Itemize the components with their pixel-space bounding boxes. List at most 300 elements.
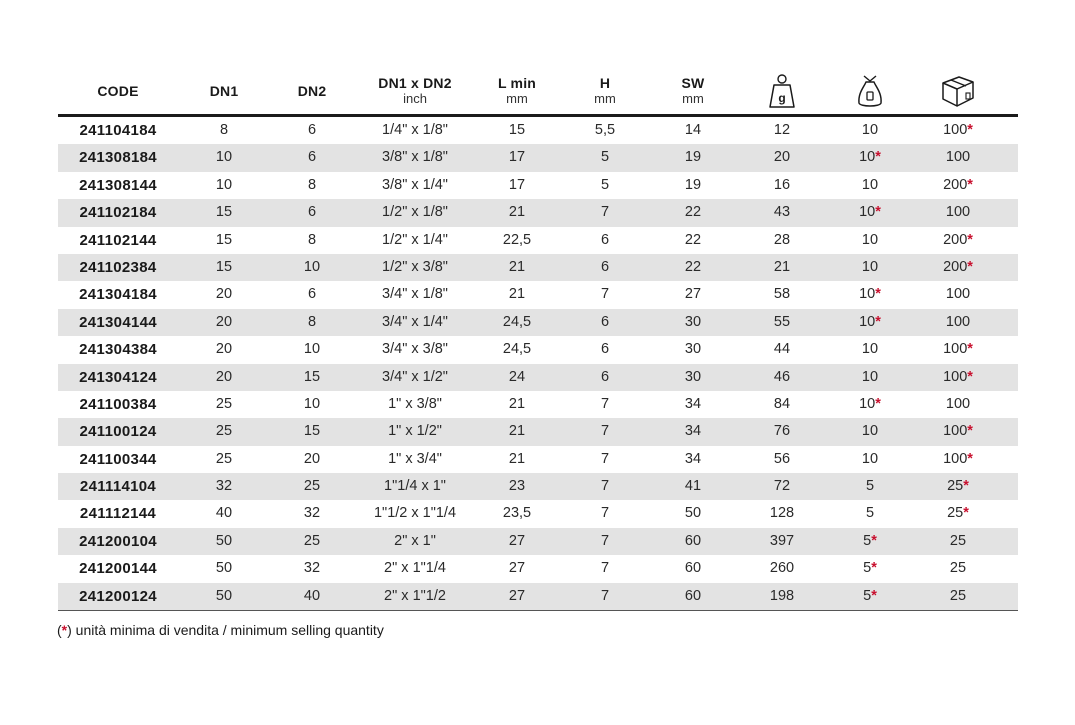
- header-dn2-title: DN2: [297, 83, 327, 99]
- cell-lmin: [503, 309, 531, 336]
- header-h-title: H: [599, 75, 611, 91]
- cell-box: [943, 336, 973, 363]
- cell-dn1-value: 32: [215, 478, 233, 495]
- cell-box-value: 100: [943, 423, 968, 440]
- min-qty-star: *: [967, 450, 973, 467]
- cell-dn2: [308, 172, 316, 199]
- cell-code-value: 241304124: [79, 368, 157, 386]
- cell-dn1-value: 20: [215, 286, 233, 303]
- cell-weight: [774, 199, 790, 226]
- cell-box-value: 200: [943, 258, 968, 275]
- cell-sw-value: 60: [684, 587, 702, 604]
- footnote-star: *: [61, 622, 68, 638]
- cell-h-value: 7: [600, 286, 610, 303]
- cell-lmin: [509, 391, 525, 418]
- header-sw-title: SW: [681, 75, 705, 91]
- cell-code-value: 241102144: [79, 231, 157, 249]
- cell-weight-value: 260: [769, 560, 795, 577]
- cell-dn2-value: 20: [303, 450, 321, 467]
- cell-dn2: [304, 500, 320, 527]
- cell-code-value: 241100124: [79, 423, 157, 441]
- cell-weight: [774, 364, 790, 391]
- cell-dn2: [304, 391, 320, 418]
- cell-lmin-value: 21: [508, 395, 526, 412]
- cell-lmin: [509, 281, 525, 308]
- footnote-text: unità minima di vendita / minimum selling quantity: [71, 622, 384, 638]
- cell-dn1: [216, 364, 232, 391]
- cell-lmin-value: 27: [508, 560, 526, 577]
- cell-dn2-value: 32: [303, 505, 321, 522]
- cell-dn2: [304, 418, 320, 445]
- cell-box: [943, 172, 973, 199]
- cell-lmin-value: 17: [508, 149, 526, 166]
- header-h-unit: mm: [594, 91, 616, 106]
- cell-bag: [866, 500, 874, 527]
- header-lmin-title: L min: [497, 75, 537, 91]
- cell-dn2: [304, 473, 320, 500]
- cell-lmin-value: 21: [508, 286, 526, 303]
- cell-size: [382, 117, 448, 144]
- cell-lmin-value: 21: [508, 450, 526, 467]
- cell-dn1: [216, 199, 232, 226]
- cell-h-value: 7: [600, 587, 610, 604]
- cell-weight-value: 21: [773, 258, 791, 275]
- cell-weight-value: 76: [773, 423, 791, 440]
- cell-sw-value: 19: [684, 149, 702, 166]
- cell-size: [382, 309, 448, 336]
- cell-h: [595, 117, 615, 144]
- cell-h: [601, 473, 609, 500]
- table-row: [58, 199, 1018, 226]
- cell-size-value: 1"1/2 x 1"1/4: [373, 505, 457, 522]
- cell-bag-value: 5: [865, 478, 875, 495]
- cell-dn2: [308, 227, 316, 254]
- cell-code: [80, 446, 157, 473]
- cell-size: [388, 446, 442, 473]
- cell-dn2-value: 8: [307, 176, 317, 193]
- cell-dn2: [308, 199, 316, 226]
- footnote-close: ): [67, 622, 72, 638]
- cell-box-value: 100: [945, 204, 971, 221]
- cell-bag-value: 5: [863, 532, 872, 549]
- cell-dn1-value: 25: [215, 423, 233, 440]
- cell-box-value: 100: [943, 341, 968, 358]
- cell-code: [79, 583, 157, 610]
- cell-box-value: 200: [943, 231, 968, 248]
- footnote-open: (: [57, 622, 62, 638]
- min-qty-star: *: [871, 587, 877, 604]
- cell-lmin: [509, 555, 525, 582]
- min-qty-star: *: [963, 478, 969, 495]
- cell-bag: [859, 309, 881, 336]
- table-row: [58, 281, 1018, 308]
- cell-weight-value: 84: [773, 395, 791, 412]
- cell-h: [601, 555, 609, 582]
- cell-dn1-value: 15: [215, 258, 233, 275]
- cell-sw: [685, 144, 701, 171]
- cell-code: [79, 144, 157, 171]
- cell-lmin-value: 21: [508, 204, 526, 221]
- cell-weight-value: 128: [769, 505, 795, 522]
- cell-code-value: 241304184: [79, 286, 157, 304]
- cell-dn2-value: 15: [303, 423, 321, 440]
- header-lmin: [498, 68, 536, 114]
- table-row: [58, 500, 1018, 527]
- cell-size-value: 1/2" x 3/8": [382, 258, 448, 275]
- cell-h-value: 6: [600, 368, 610, 385]
- cell-lmin: [503, 336, 531, 363]
- cell-dn1-value: 8: [219, 122, 229, 138]
- cell-h-value: 6: [600, 258, 610, 275]
- cell-lmin-value: 17: [508, 176, 526, 193]
- cell-bag-value: 10: [861, 423, 879, 440]
- cell-weight: [770, 555, 794, 582]
- cell-size: [382, 281, 448, 308]
- cell-box-value: 100: [943, 122, 968, 138]
- cell-box-value: 100: [943, 368, 968, 385]
- table-row: [58, 364, 1018, 391]
- min-qty-star: *: [875, 149, 881, 166]
- cell-weight-value: 72: [773, 478, 791, 495]
- cell-code-value: 241308184: [79, 149, 157, 167]
- weight-icon-label: g: [778, 91, 786, 105]
- cell-box-value: 100: [945, 313, 971, 330]
- cell-weight: [774, 473, 790, 500]
- cell-code: [79, 281, 157, 308]
- cell-h: [601, 446, 609, 473]
- table-row: [58, 583, 1018, 610]
- cell-size: [388, 418, 442, 445]
- cell-dn1: [216, 555, 232, 582]
- cell-dn1: [220, 117, 228, 144]
- cell-bag: [859, 144, 881, 171]
- table-row: [58, 528, 1018, 555]
- table-row: [58, 309, 1018, 336]
- cell-lmin: [509, 583, 525, 610]
- cell-lmin-value: 23: [508, 478, 526, 495]
- cell-bag: [862, 418, 878, 445]
- min-qty-star: *: [967, 368, 973, 385]
- cell-h: [601, 500, 609, 527]
- cell-box: [943, 117, 973, 144]
- cell-weight: [770, 500, 794, 527]
- cell-size-value: 1/2" x 1/4": [382, 231, 448, 248]
- min-qty-star: *: [875, 313, 881, 330]
- cell-size: [382, 227, 448, 254]
- table-row: [58, 254, 1018, 281]
- min-qty-star: *: [967, 341, 973, 358]
- cell-bag-value: 10: [861, 341, 879, 358]
- cell-bag: [866, 473, 874, 500]
- cell-box: [943, 227, 973, 254]
- cell-h-value: 7: [600, 204, 610, 221]
- min-qty-star: *: [871, 532, 877, 549]
- cell-lmin: [509, 144, 525, 171]
- cell-h: [601, 227, 609, 254]
- product-table: [58, 68, 1018, 611]
- cell-lmin-value: 15: [508, 122, 526, 138]
- cell-lmin: [509, 528, 525, 555]
- cell-sw-value: 34: [684, 450, 702, 467]
- cell-code-value: 241112144: [79, 505, 157, 523]
- cell-h-value: 7: [600, 505, 610, 522]
- cell-dn1: [216, 473, 232, 500]
- cell-sw: [685, 583, 701, 610]
- cell-dn2-value: 10: [303, 258, 321, 275]
- cell-bag-value: 5: [863, 560, 872, 577]
- cell-sw: [685, 172, 701, 199]
- cell-sw-value: 30: [684, 368, 702, 385]
- cell-weight: [770, 528, 794, 555]
- header-size-title: DN1 x DN2: [378, 75, 452, 91]
- cell-weight-value: 44: [773, 341, 791, 358]
- cell-dn2: [308, 117, 316, 144]
- cell-sw: [685, 418, 701, 445]
- cell-dn2-value: 8: [307, 313, 317, 330]
- cell-box-value: 100: [945, 149, 971, 166]
- cell-bag-value: 10: [859, 395, 876, 412]
- header-dn1: [210, 68, 239, 114]
- cell-code-value: 241102184: [79, 204, 157, 222]
- header-lmin-unit: mm: [506, 91, 528, 106]
- cell-dn1-value: 10: [215, 149, 233, 166]
- cell-dn2-value: 8: [307, 231, 317, 248]
- cell-lmin-value: 24,5: [502, 341, 532, 358]
- cell-lmin-value: 23,5: [502, 505, 532, 522]
- cell-box-value: 25: [947, 478, 964, 495]
- cell-weight-value: 12: [773, 122, 791, 138]
- header-code: [97, 68, 138, 114]
- cell-size-value: 1" x 3/4": [388, 450, 442, 467]
- cell-size: [382, 199, 448, 226]
- cell-dn2: [304, 555, 320, 582]
- cell-dn1-value: 50: [215, 560, 233, 577]
- footnote: [57, 622, 384, 638]
- cell-code: [80, 500, 156, 527]
- cell-sw-value: 22: [684, 204, 702, 221]
- cell-code: [79, 528, 157, 555]
- cell-dn1-value: 25: [215, 395, 233, 412]
- cell-dn2: [304, 364, 320, 391]
- cell-box: [950, 528, 966, 555]
- cell-box-value: 100: [945, 395, 971, 412]
- cell-sw: [685, 117, 701, 144]
- cell-weight-value: 198: [769, 587, 795, 604]
- cell-code-value: 241102384: [79, 258, 157, 276]
- cell-h: [601, 199, 609, 226]
- table-row: [58, 172, 1018, 199]
- cell-h-value: 7: [600, 532, 610, 549]
- cell-h: [601, 583, 609, 610]
- cell-size-value: 2" x 1"1/4: [384, 560, 446, 577]
- cell-dn1-value: 20: [215, 341, 233, 358]
- cell-code-value: 241114104: [79, 478, 157, 496]
- cell-sw: [685, 309, 701, 336]
- cell-weight-value: 20: [773, 149, 791, 166]
- cell-weight: [774, 117, 790, 144]
- cell-bag: [862, 364, 878, 391]
- cell-sw: [685, 227, 701, 254]
- cell-weight-value: 28: [773, 231, 791, 248]
- cell-dn1-value: 25: [215, 450, 233, 467]
- cell-h: [601, 309, 609, 336]
- cell-dn1-value: 15: [215, 231, 233, 248]
- cell-dn1-value: 50: [215, 587, 233, 604]
- cell-h: [601, 391, 609, 418]
- cell-weight: [774, 336, 790, 363]
- header-box: [939, 68, 977, 114]
- cell-box: [946, 391, 970, 418]
- cell-sw-value: 14: [684, 122, 702, 138]
- cell-size-value: 1" x 1/2": [388, 423, 442, 440]
- cell-bag: [859, 281, 881, 308]
- header-sw: [682, 68, 705, 114]
- cell-lmin: [509, 117, 525, 144]
- min-qty-star: *: [875, 286, 881, 303]
- table-bottom-rule: [58, 610, 1018, 611]
- cell-sw-value: 34: [684, 423, 702, 440]
- cell-h: [601, 336, 609, 363]
- table-body: [58, 117, 1018, 610]
- cell-code-value: 241308144: [79, 176, 157, 194]
- cell-h: [601, 281, 609, 308]
- header-weight: [768, 68, 796, 114]
- cell-h-value: 6: [600, 231, 610, 248]
- cell-sw: [685, 391, 701, 418]
- box-icon: [939, 73, 977, 109]
- cell-dn2: [308, 281, 316, 308]
- cell-size: [384, 473, 446, 500]
- min-qty-star: *: [963, 505, 969, 522]
- table-header: [58, 68, 1018, 114]
- cell-dn1: [216, 391, 232, 418]
- cell-dn2: [304, 336, 320, 363]
- cell-dn1-value: 40: [215, 505, 233, 522]
- cell-dn1-value: 20: [215, 313, 233, 330]
- cell-dn2-value: 10: [303, 341, 321, 358]
- cell-size-value: 1/4" x 1/8": [382, 122, 448, 138]
- cell-dn1: [216, 144, 232, 171]
- cell-h: [601, 418, 609, 445]
- cell-dn1: [216, 418, 232, 445]
- min-qty-star: *: [967, 176, 973, 193]
- cell-sw: [685, 446, 701, 473]
- cell-box: [950, 583, 966, 610]
- cell-h-value: 6: [600, 313, 610, 330]
- cell-box-value: 200: [943, 176, 968, 193]
- cell-weight-value: 397: [769, 532, 795, 549]
- cell-code: [79, 555, 157, 582]
- cell-size-value: 1/2" x 1/8": [382, 204, 448, 221]
- cell-code: [79, 309, 157, 336]
- cell-dn1: [216, 583, 232, 610]
- min-qty-star: *: [967, 122, 973, 138]
- cell-lmin-value: 21: [508, 423, 526, 440]
- cell-dn2: [308, 144, 316, 171]
- table-row: [58, 227, 1018, 254]
- cell-code: [79, 364, 157, 391]
- cell-h-value: 7: [600, 560, 610, 577]
- cell-dn1: [216, 172, 232, 199]
- cell-size: [382, 336, 448, 363]
- cell-dn2-value: 25: [303, 478, 321, 495]
- cell-weight-value: 43: [773, 204, 791, 221]
- cell-code-value: 241100384: [79, 395, 157, 413]
- cell-dn2: [304, 528, 320, 555]
- cell-bag: [859, 199, 881, 226]
- cell-size-value: 2" x 1"1/2: [384, 587, 446, 604]
- cell-dn1: [216, 227, 232, 254]
- cell-sw-value: 27: [684, 286, 702, 303]
- header-h: [594, 68, 616, 114]
- cell-code: [80, 117, 157, 144]
- cell-bag: [862, 227, 878, 254]
- cell-bag: [862, 172, 878, 199]
- cell-box: [946, 144, 970, 171]
- cell-box: [950, 555, 966, 582]
- cell-code: [80, 254, 157, 281]
- cell-sw: [685, 364, 701, 391]
- cell-dn2-value: 6: [307, 122, 317, 138]
- cell-box: [943, 446, 973, 473]
- cell-code-value: 241200124: [79, 587, 157, 605]
- cell-box-value: 25: [949, 560, 967, 577]
- cell-h-value: 6: [600, 341, 610, 358]
- cell-sw: [685, 254, 701, 281]
- cell-h: [601, 172, 609, 199]
- header-dn2: [298, 68, 327, 114]
- header-dn1-title: DN1: [209, 83, 239, 99]
- cell-weight: [770, 583, 794, 610]
- cell-h-value: 5,5: [594, 122, 616, 138]
- cell-bag-value: 5: [865, 505, 875, 522]
- min-qty-star: *: [967, 258, 973, 275]
- cell-bag: [863, 555, 877, 582]
- header-bag: [856, 68, 884, 114]
- cell-weight-value: 46: [773, 368, 791, 385]
- cell-sw-value: 30: [684, 341, 702, 358]
- bag-icon: [856, 73, 884, 109]
- cell-dn1-value: 20: [215, 368, 233, 385]
- cell-dn1-value: 10: [215, 176, 233, 193]
- cell-code: [80, 418, 157, 445]
- table-row: [58, 418, 1018, 445]
- cell-size-value: 3/4" x 1/8": [382, 286, 448, 303]
- cell-bag: [862, 446, 878, 473]
- cell-weight-value: 58: [773, 286, 791, 303]
- cell-size-value: 3/8" x 1/4": [382, 176, 448, 193]
- cell-dn2-value: 10: [303, 395, 321, 412]
- cell-dn1-value: 15: [215, 204, 233, 221]
- cell-h: [601, 254, 609, 281]
- cell-box-value: 25: [947, 505, 964, 522]
- min-qty-star: *: [875, 395, 881, 412]
- cell-dn2-value: 15: [303, 368, 321, 385]
- cell-dn2-value: 25: [303, 532, 321, 549]
- cell-weight-value: 55: [773, 313, 791, 330]
- cell-bag: [859, 391, 881, 418]
- cell-sw-value: 41: [684, 478, 702, 495]
- cell-size: [374, 500, 456, 527]
- cell-code-value: 241200144: [79, 560, 157, 578]
- cell-lmin: [509, 364, 525, 391]
- cell-bag-value: 10: [861, 122, 879, 138]
- cell-size: [382, 254, 448, 281]
- cell-bag-value: 10: [861, 450, 879, 467]
- cell-box: [943, 364, 973, 391]
- cell-bag-value: 10: [859, 149, 876, 166]
- cell-size: [382, 364, 448, 391]
